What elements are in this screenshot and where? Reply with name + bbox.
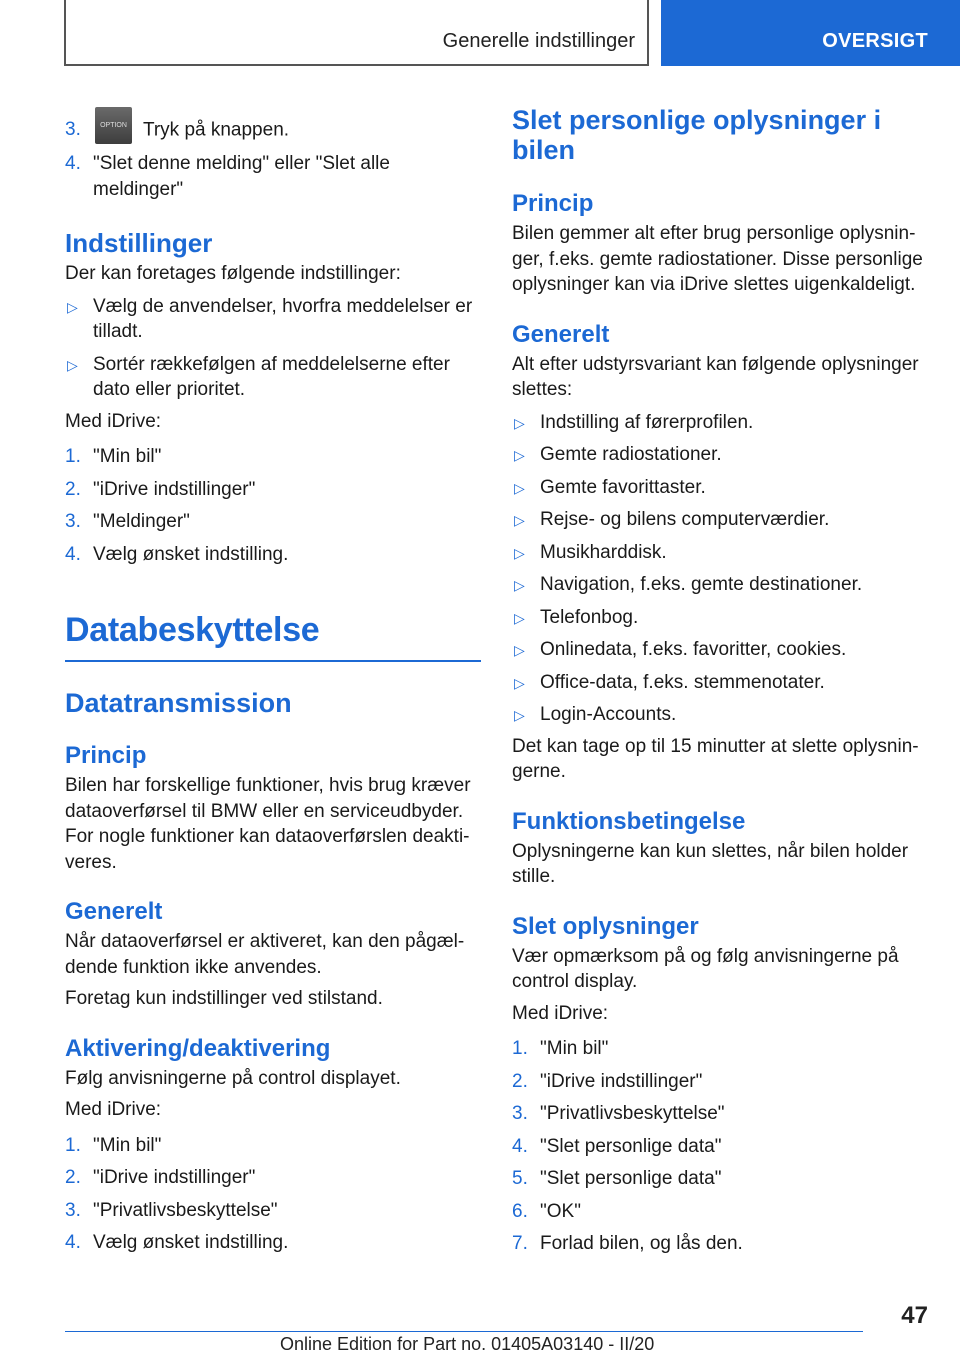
princip-text: Bilen gemmer alt efter brug personlige oplysninger, f.eks. gemte radiostationer. Disse personlige oplysninger kan via iDrive slettes uigenkaldeligt. [512, 223, 923, 295]
triangle-bullet-icon: ▷ [514, 414, 525, 431]
indstillinger-heading: Indstillinger [65, 228, 213, 258]
step-text: Tryk på knappen. [142, 119, 290, 141]
triangle-bullet-icon: ▷ [514, 674, 525, 691]
step-number: 4. [512, 1135, 528, 1157]
step-number: 3. [65, 1199, 81, 1221]
left-column [65, 95, 481, 1256]
step-number: 3. [65, 119, 81, 140]
step-number: 5. [512, 1168, 528, 1189]
step-item [65, 477, 481, 503]
triangle-bullet-icon: ▷ [514, 447, 525, 463]
funktionsbetingelse-heading: Funktionsbetingelse [512, 807, 746, 835]
princip-heading: Princip [512, 190, 594, 217]
bullet-text: Login-Accounts. [540, 704, 677, 725]
bullet-item [512, 540, 928, 566]
step-text: "Privatlivsbeskyttelse" [93, 1199, 278, 1221]
bullet-item [65, 294, 481, 345]
step-text: "iDrive indstillinger" [93, 478, 256, 500]
step-number: 2. [65, 1167, 81, 1188]
funktionsbetingelse-text: Oplysningerne kan kun slettes, når bilen holder stille. [512, 840, 909, 887]
step-item [512, 1134, 928, 1160]
footer-divider [65, 1331, 863, 1332]
step-number: 4. [65, 1232, 81, 1253]
step-item [65, 1230, 481, 1256]
step-text: "Slet personlige data" [540, 1135, 722, 1157]
bullet-text: Vælg de anvendelser, hvorfra meddelelser er tilladt. [93, 295, 473, 342]
step-item [65, 509, 481, 535]
bullet-item [512, 442, 928, 468]
triangle-bullet-icon: ▷ [514, 642, 525, 658]
step-item [65, 1133, 481, 1159]
step-item [65, 1165, 481, 1191]
aktivering-heading: Aktivering/deaktivering [65, 1034, 331, 1062]
overview-label: OVERSIGT [822, 30, 928, 52]
bullet-text: Rejse- og bilens computerværdier. [540, 509, 830, 530]
step-text: "iDrive indstillinger" [540, 1070, 703, 1092]
section-tab[interactable] [64, 0, 649, 66]
med-idrive-label: Med iDrive: [65, 1099, 162, 1120]
bullet-item [512, 637, 928, 663]
princip-heading: Princip [65, 742, 147, 769]
triangle-bullet-icon: ▷ [514, 577, 525, 593]
step-number: 4. [65, 153, 81, 174]
step-item [65, 542, 481, 568]
section-title: Generelle indstillinger [442, 30, 635, 52]
triangle-bullet-icon: ▷ [67, 298, 78, 315]
chapter-title: Databeskyttelse [65, 611, 481, 662]
triangle-bullet-icon: ▷ [514, 479, 525, 496]
step-item [65, 444, 481, 470]
page-header [0, 0, 960, 66]
med-idrive-label: Med iDrive: [512, 1002, 609, 1024]
step-item [65, 1198, 481, 1224]
step-item [512, 1036, 928, 1062]
step-text: "Privatlivsbeskyttelse" [540, 1103, 725, 1124]
page-number: 47 [901, 1302, 928, 1329]
step-text: Vælg ønsket indstilling. [93, 1232, 289, 1253]
step-text: "iDrive indstillinger" [93, 1167, 256, 1188]
step-text: Vælg ønsket indstilling. [93, 543, 289, 565]
bullet-item [512, 475, 928, 501]
bullet-text: Musikharddisk. [540, 541, 667, 563]
generelt-text: Når dataoverførsel er aktiveret, kan den pågældende funktion ikke anvendes. [65, 931, 465, 978]
generelt-text-2: Foretag kun indstillinger ved stilstand. [65, 988, 383, 1009]
time-text: Det kan tage op til 15 minutter at slette oplysningerne. [512, 735, 919, 782]
option-button-icon: OPTION [95, 107, 132, 144]
triangle-bullet-icon: ▷ [514, 609, 525, 626]
step-number: 7. [512, 1233, 528, 1254]
bullet-text: Onlinedata, f.eks. favoritter, cookies. [540, 639, 847, 660]
section-heading: Datatransmission [65, 688, 292, 718]
step-number: 2. [65, 478, 81, 500]
step-item [65, 151, 481, 202]
step-text: "Min bil" [93, 1134, 162, 1156]
indstillinger-intro: Der kan foretages følgende indstillinger: [65, 263, 401, 284]
step-item [512, 1166, 928, 1192]
bullet-item [512, 572, 928, 598]
generelt-heading: Generelt [512, 320, 610, 348]
step-number: 6. [512, 1200, 528, 1222]
step-number: 1. [512, 1038, 528, 1059]
bullet-text: Navigation, f.eks. gemte destinationer. [540, 574, 863, 595]
slet-oplysninger-text: Vær opmærksom på og følg anvisningerne på control display. [512, 945, 899, 992]
triangle-bullet-icon: ▷ [514, 512, 525, 528]
bullet-text: Sortér rækkefølgen af meddelelserne efter dato eller prioritet. [93, 353, 450, 400]
step-item [512, 1069, 928, 1095]
step-item [512, 1101, 928, 1127]
bullet-item [512, 605, 928, 631]
bullet-text: Gemte favorittaster. [540, 476, 706, 498]
step-text: Forlad bilen, og lås den. [540, 1233, 743, 1254]
generelt-text: Alt efter udstyrsvariant kan følgende oplysninger slettes: [512, 353, 919, 400]
step-text: "Meldinger" [93, 511, 190, 532]
step-number: 3. [512, 1103, 528, 1124]
slet-oplysninger-heading: Slet oplysninger [512, 912, 699, 940]
footer-edition: Online Edition for Part no. 01405A03140 - II/20 [280, 1334, 655, 1354]
bullet-item [512, 410, 928, 436]
step-item [65, 117, 481, 144]
step-item [512, 1199, 928, 1225]
bullet-text: Gemte radiostationer. [540, 444, 722, 465]
princip-text: Bilen har forskellige funktioner, hvis brug kræver dataoverførsel til BMW eller en serviceudbyder. For nogle funktioner kan dataoverførslen deaktiveres. [65, 775, 471, 873]
step-number: 3. [65, 511, 81, 532]
overview-tab[interactable] [661, 0, 960, 66]
bullet-item [512, 702, 928, 728]
step-item [512, 1231, 928, 1257]
triangle-bullet-icon: ▷ [67, 356, 78, 373]
step-text: "OK" [540, 1200, 581, 1222]
triangle-bullet-icon: ▷ [514, 544, 525, 561]
delete-step-list [512, 1036, 928, 1257]
step-number: 1. [65, 1134, 81, 1156]
right-column [512, 95, 928, 1257]
bullet-text: Indstilling af førerprofilen. [540, 411, 754, 433]
right-heading: Slet personlige oplysninger i bilen [512, 105, 882, 165]
step-number: 2. [512, 1070, 528, 1092]
generelt-heading: Generelt [65, 898, 163, 925]
med-idrive-label: Med iDrive: [65, 410, 162, 432]
bullet-item [512, 507, 928, 533]
step-text: "Min bil" [540, 1038, 609, 1059]
step-text: "Slet personlige data" [540, 1168, 722, 1189]
bullet-item [65, 352, 481, 403]
bullet-item [512, 670, 928, 696]
bullet-text: Office-data, f.eks. stemmenotater. [540, 671, 825, 693]
data-bullet-list [512, 410, 928, 728]
bullet-text: Telefonbog. [540, 606, 639, 628]
triangle-bullet-icon: ▷ [514, 707, 525, 723]
step-text: "Min bil" [93, 446, 162, 467]
step-number: 1. [65, 446, 81, 467]
step-number: 4. [65, 543, 81, 565]
aktivering-text: Følg anvisningerne på control displayet. [65, 1067, 401, 1089]
step-text: "Slet denne melding" eller "Slet alle meldinger" [93, 153, 390, 200]
